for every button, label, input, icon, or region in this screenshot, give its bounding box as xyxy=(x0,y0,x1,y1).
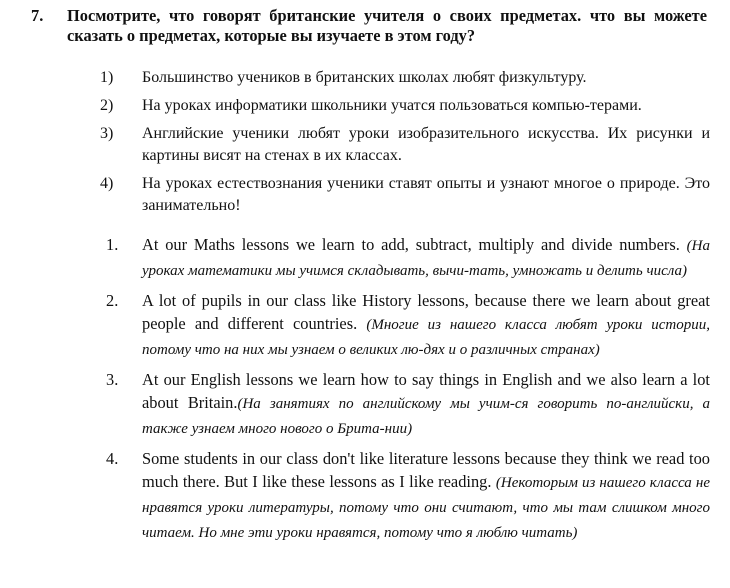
answer-text: Some students in our class don't like literature lessons because they think we read too much there. But I like these lessons as I like reading. xyxy=(142,449,710,491)
russian-statement xyxy=(100,67,710,89)
russian-statement xyxy=(100,95,710,117)
english-answer xyxy=(100,368,710,441)
exercise-number: 7. xyxy=(31,6,44,25)
item-number: 2. xyxy=(106,291,119,310)
russian-statement xyxy=(100,123,710,167)
item-number: 3. xyxy=(106,370,119,389)
item-number: 3) xyxy=(100,125,114,142)
answer-translation: (На занятиях по английскому мы учим-ся говорить по-английски, а также узнаем много нового о Брита-нии) xyxy=(142,396,711,437)
statement-text: На уроках информатики школьники учатся пользоваться компью-терами. xyxy=(142,97,642,114)
item-number: 1. xyxy=(106,235,119,254)
item-number: 4. xyxy=(106,449,119,468)
english-answer xyxy=(100,289,710,362)
exercise-question xyxy=(31,6,707,46)
answer-text: At our Maths lessons we learn to add, subtract, multiply and divide numbers. xyxy=(142,235,680,254)
item-number: 4) xyxy=(100,175,114,192)
statement-text: Большинство учеников в британских школах любят физкультуру. xyxy=(142,69,587,86)
english-answer xyxy=(100,447,710,545)
item-number: 1) xyxy=(100,69,114,86)
exercise-prompt: Посмотрите, что говорят британские учителя о своих предметах. что вы можете сказать о предметах, которые вы изучаете в этом году? xyxy=(67,6,707,45)
english-answer xyxy=(100,233,710,283)
answer-translation: (На уроках математики мы учимся складывать, вычи-тать, умножать и делить числа) xyxy=(142,238,710,279)
english-answers-list xyxy=(100,233,710,551)
answer-text: A lot of pupils in our class like History lessons, because there we learn about great people and different countries. xyxy=(142,291,710,333)
russian-statement xyxy=(100,173,710,217)
russian-statements-list xyxy=(100,67,710,223)
statement-text: Английские ученики любят уроки изобразительного искусства. Их рисунки и картины висят на стенах в их классах. xyxy=(142,125,710,164)
answer-translation: (Некоторым из нашего класса не нравятся уроки литературы, потому что они считают, что мы там слишком много читаем. Но мне эти уроки нравятся, потому что я люблю читать) xyxy=(142,475,710,541)
answer-translation: (Многие из нашего класса любят уроки истории, потому что на них мы узнаем о великих лю-дях и о различных странах) xyxy=(142,317,710,358)
answer-text: At our English lessons we learn how to say things in English and we also learn a lot about Britain. xyxy=(142,370,710,412)
item-number: 2) xyxy=(100,97,114,114)
statement-text: На уроках естествознания ученики ставят опыты и узнают многое о природе. Это занимательно! xyxy=(142,175,710,214)
